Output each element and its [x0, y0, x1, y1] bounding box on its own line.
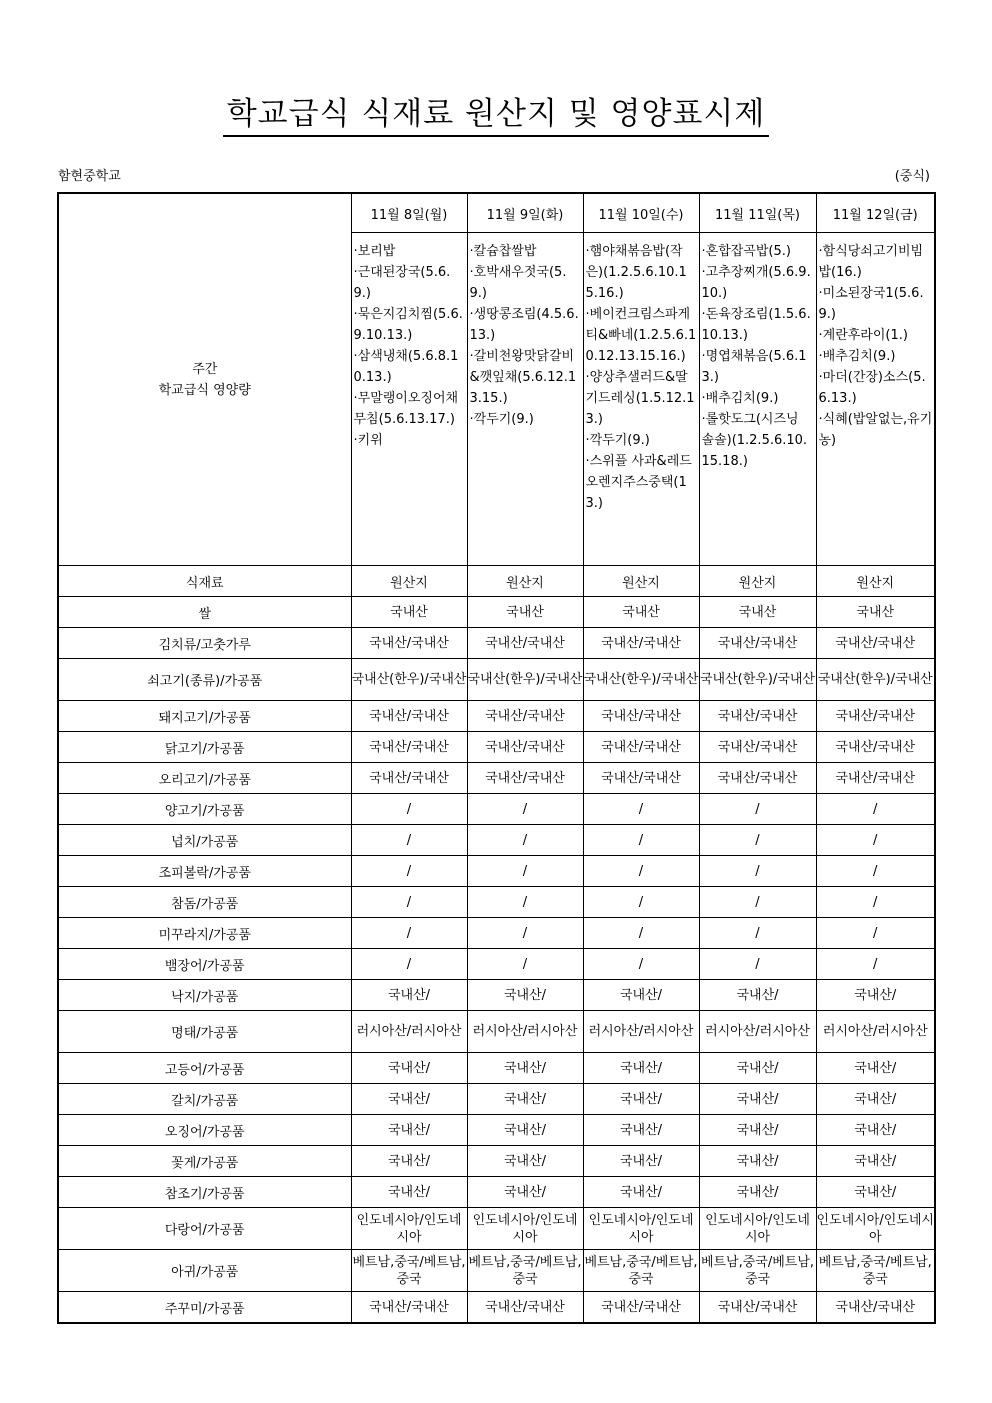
origin-value: /	[467, 949, 583, 980]
origin-value: 인도네시아/인도네시아	[467, 1208, 583, 1250]
origin-value: 국내산/	[583, 980, 699, 1011]
document-title: 학교급식 식재료 원산지 및 영양표시제	[223, 88, 770, 137]
ingredient-name: 참조기/가공품	[58, 1177, 351, 1208]
origin-value: /	[583, 949, 699, 980]
origin-value: 국내산/	[699, 980, 816, 1011]
nutrition-label-line1: 주간	[192, 361, 218, 377]
origin-value: 국내산/국내산	[351, 701, 467, 732]
menu-item: ·키위	[353, 433, 383, 448]
origin-value: /	[467, 918, 583, 949]
origin-value: 국내산(한우)/국내산	[351, 659, 467, 701]
origin-value: /	[467, 887, 583, 918]
origin-value: 국내산/	[467, 1053, 583, 1084]
origin-value: 국내산/국내산	[699, 628, 816, 659]
origin-header-col: 원산지	[351, 566, 467, 597]
origin-header-col: 원산지	[583, 566, 699, 597]
origin-header-col: 원산지	[467, 566, 583, 597]
ingredient-name: 쇠고기(종류)/가공품	[58, 659, 351, 701]
menu-item: ·묵은지김치찜(5.6.9.10.13.)	[353, 307, 463, 343]
day-date: 11월 11일(목)	[699, 193, 816, 233]
ingredient-name: 양고기/가공품	[58, 794, 351, 825]
day-date: 11월 10일(수)	[583, 193, 699, 233]
origin-value: 국내산/	[351, 980, 467, 1011]
origin-value: /	[583, 825, 699, 856]
day-menu	[467, 233, 583, 566]
origin-value: 국내산/국내산	[351, 763, 467, 794]
origin-value: 국내산/	[351, 1177, 467, 1208]
origin-value: 베트남,중국/베트남,중국	[816, 1250, 935, 1292]
menu-item: ·보리밥	[353, 244, 396, 259]
ingredient-name: 다랑어/가공품	[58, 1208, 351, 1250]
origin-value: 국내산/	[816, 1146, 935, 1177]
ingredient-name: 미꾸라지/가공품	[58, 918, 351, 949]
origin-value: 국내산/국내산	[816, 701, 935, 732]
origin-row	[58, 732, 935, 763]
origin-row	[58, 794, 935, 825]
menu-item: ·갈비천왕맛닭갈비&깻잎채(5.6.12.13.15.)	[469, 349, 577, 406]
origin-value: /	[699, 949, 816, 980]
origin-value: 국내산/	[583, 1084, 699, 1115]
origin-value: 국내산/	[816, 1084, 935, 1115]
origin-header-label: 식재료	[58, 566, 351, 597]
origin-row	[58, 887, 935, 918]
menu-item: ·깍두기(9.)	[469, 412, 534, 427]
origin-value: /	[699, 856, 816, 887]
origin-value: /	[351, 887, 467, 918]
ingredient-name: 명태/가공품	[58, 1011, 351, 1053]
ingredient-name: 돼지고기/가공품	[58, 701, 351, 732]
origin-value: 국내산	[351, 597, 467, 628]
origin-value: 인도네시아/인도네시아	[699, 1208, 816, 1250]
origin-value: 국내산/국내산	[467, 628, 583, 659]
ingredient-name: 주꾸미/가공품	[58, 1292, 351, 1324]
origin-value: 국내산/	[467, 1146, 583, 1177]
origin-value: 국내산/	[351, 1115, 467, 1146]
origin-row	[58, 918, 935, 949]
menu-item: ·깍두기(9.)	[585, 433, 650, 448]
origin-row	[58, 1208, 935, 1250]
origin-value: 국내산/국내산	[699, 1292, 816, 1324]
ingredient-name: 김치류/고춧가루	[58, 628, 351, 659]
menu-item: ·무말랭이오징어채무침(5.6.13.17.)	[353, 391, 459, 427]
menu-item: ·명엽채볶음(5.6.13.)	[701, 349, 807, 385]
origin-value: 베트남,중국/베트남,중국	[467, 1250, 583, 1292]
origin-value: 국내산/국내산	[816, 732, 935, 763]
day-menu	[583, 233, 699, 566]
origin-value: 베트남,중국/베트남,중국	[699, 1250, 816, 1292]
origin-value: 국내산/	[467, 980, 583, 1011]
origin-value: 국내산/국내산	[816, 628, 935, 659]
origin-value: 베트남,중국/베트남,중국	[583, 1250, 699, 1292]
meal-type: (중식)	[894, 169, 930, 184]
origin-value: 국내산/국내산	[583, 628, 699, 659]
origin-value: /	[351, 794, 467, 825]
menu-item: ·미소된장국1(5.6.9.)	[818, 286, 924, 322]
origin-value: /	[816, 825, 935, 856]
menu-item: ·베이컨크림스파게티&빠네(1.2.5.6.10.12.13.15.16.)	[585, 307, 697, 364]
menu-item: ·근대된장국(5.6.9.)	[353, 265, 451, 301]
origin-value: 인도네시아/인도네시아	[583, 1208, 699, 1250]
origin-row	[58, 1146, 935, 1177]
origin-value: 국내산/	[583, 1177, 699, 1208]
menu-item: ·칼슘찹쌀밥	[469, 244, 537, 259]
day-date: 11월 8일(월)	[351, 193, 467, 233]
origin-value: 러시아산/러시아산	[816, 1011, 935, 1053]
nutrition-label-cell	[58, 193, 351, 566]
origin-value: 국내산/국내산	[699, 763, 816, 794]
origin-value: 국내산	[816, 597, 935, 628]
menu-item: ·롤핫도그(시즈닝 솔솔)(1.2.5.6.10.15.18.)	[701, 412, 808, 469]
origin-value: /	[351, 825, 467, 856]
ingredient-name: 오징어/가공품	[58, 1115, 351, 1146]
menu-item: ·스위플 사과&레드오렌지주스중택(13.)	[585, 454, 692, 511]
origin-value: /	[699, 825, 816, 856]
menu-item: ·함식당쇠고기비빔밥(16.)	[818, 244, 924, 280]
origin-row	[58, 597, 935, 628]
origin-value: 국내산/	[467, 1115, 583, 1146]
origin-value: 국내산/	[699, 1053, 816, 1084]
ingredient-name: 아귀/가공품	[58, 1250, 351, 1292]
origin-value: 국내산/국내산	[583, 701, 699, 732]
origin-row	[58, 1292, 935, 1324]
origin-value: 국내산/국내산	[583, 763, 699, 794]
ingredient-name: 뱀장어/가공품	[58, 949, 351, 980]
menu-item: ·계란후라이(1.)	[818, 328, 908, 343]
origin-row	[58, 701, 935, 732]
origin-value: 베트남,중국/베트남,중국	[351, 1250, 467, 1292]
origin-row	[58, 1084, 935, 1115]
origin-value: 국내산/국내산	[816, 1292, 935, 1324]
ingredient-name: 참돔/가공품	[58, 887, 351, 918]
ingredient-name: 조피볼락/가공품	[58, 856, 351, 887]
origin-value: /	[351, 856, 467, 887]
origin-value: 국내산/	[699, 1115, 816, 1146]
origin-value: 국내산/	[699, 1084, 816, 1115]
menu-item: ·혼합잡곡밥(5.)	[701, 244, 791, 259]
origin-row	[58, 949, 935, 980]
origin-value: 국내산/	[351, 1053, 467, 1084]
origin-value: 인도네시아/인도네시아	[816, 1208, 935, 1250]
ingredient-name: 닭고기/가공품	[58, 732, 351, 763]
menu-item: ·햄야채볶음밥(작은)(1.2.5.6.10.15.16.)	[585, 244, 687, 301]
school-name: 함현중학교	[58, 169, 121, 184]
origin-row	[58, 659, 935, 701]
origin-value: /	[467, 825, 583, 856]
origin-value: /	[699, 887, 816, 918]
origin-value: 국내산/국내산	[583, 732, 699, 763]
origin-value: 국내산/	[699, 1177, 816, 1208]
origin-value: 국내산/	[583, 1053, 699, 1084]
menu-item: ·생땅콩조림(4.5.6.13.)	[469, 307, 579, 343]
document-title-wrap	[0, 88, 992, 137]
origin-value: /	[816, 949, 935, 980]
origin-value: /	[816, 856, 935, 887]
origin-header-col: 원산지	[699, 566, 816, 597]
origin-value: /	[816, 887, 935, 918]
origin-value: 국내산	[583, 597, 699, 628]
menu-item: ·양상추샐러드&딸기드레싱(1.5.12.13.)	[585, 370, 695, 427]
ingredient-name: 넙치/가공품	[58, 825, 351, 856]
origin-row	[58, 628, 935, 659]
origin-value: 국내산/	[351, 1084, 467, 1115]
origin-value: /	[583, 887, 699, 918]
origin-value: 국내산	[699, 597, 816, 628]
nutrition-label-line2: 학교급식 영양량	[158, 382, 251, 398]
origin-value: 국내산/국내산	[467, 701, 583, 732]
day-date: 11월 12일(금)	[816, 193, 935, 233]
origin-value: 국내산/	[816, 1177, 935, 1208]
origin-value: 국내산/	[351, 1146, 467, 1177]
day-menu	[699, 233, 816, 566]
origin-row	[58, 980, 935, 1011]
origin-value: 국내산/국내산	[467, 1292, 583, 1324]
menu-item: ·마더(간장)소스(5.6.13.)	[818, 370, 926, 406]
origin-value: 국내산(한우)/국내산	[816, 659, 935, 701]
origin-value: 국내산/국내산	[351, 628, 467, 659]
origin-value: /	[816, 918, 935, 949]
ingredient-name: 낙지/가공품	[58, 980, 351, 1011]
origin-row	[58, 1115, 935, 1146]
menu-item: ·고추장찌개(5.6.9.10.)	[701, 265, 811, 301]
origin-value: /	[583, 794, 699, 825]
origin-value: 국내산/	[467, 1177, 583, 1208]
origin-value: /	[351, 949, 467, 980]
origin-value: 국내산/	[816, 980, 935, 1011]
origin-value: 국내산/	[816, 1115, 935, 1146]
origin-value: 국내산(한우)/국내산	[699, 659, 816, 701]
ingredient-name: 꽃게/가공품	[58, 1146, 351, 1177]
day-date: 11월 9일(화)	[467, 193, 583, 233]
origin-value: /	[351, 918, 467, 949]
origin-row	[58, 1011, 935, 1053]
ingredient-name: 오리고기/가공품	[58, 763, 351, 794]
origin-value: 국내산/	[583, 1115, 699, 1146]
origin-row	[58, 1053, 935, 1084]
origin-value: 국내산	[467, 597, 583, 628]
origin-value: 인도네시아/인도네시아	[351, 1208, 467, 1250]
menu-item: ·삼색냉채(5.6.8.10.13.)	[353, 349, 459, 385]
origin-value: /	[467, 856, 583, 887]
ingredient-name: 고등어/가공품	[58, 1053, 351, 1084]
origin-value: /	[583, 856, 699, 887]
origin-value: 국내산/국내산	[351, 732, 467, 763]
origin-value: /	[467, 794, 583, 825]
origin-value: 국내산/	[816, 1053, 935, 1084]
origin-value: /	[699, 918, 816, 949]
origin-value: 국내산/	[467, 1084, 583, 1115]
origin-value: 러시아산/러시아산	[699, 1011, 816, 1053]
origin-value: /	[583, 918, 699, 949]
origin-value: 국내산/국내산	[699, 732, 816, 763]
origin-row	[58, 856, 935, 887]
origin-value: 국내산/국내산	[583, 1292, 699, 1324]
origin-value: 러시아산/러시아산	[583, 1011, 699, 1053]
menu-item: ·돈육장조림(1.5.6.10.13.)	[701, 307, 811, 343]
origin-value: 국내산/	[699, 1146, 816, 1177]
origin-row	[58, 825, 935, 856]
menu-item: ·배추김치(9.)	[701, 391, 779, 406]
origin-row	[58, 763, 935, 794]
origin-value: 국내산(한우)/국내산	[583, 659, 699, 701]
origin-row	[58, 1177, 935, 1208]
origin-header-col: 원산지	[816, 566, 935, 597]
origin-row	[58, 1250, 935, 1292]
origin-value: /	[816, 794, 935, 825]
ingredient-name: 갈치/가공품	[58, 1084, 351, 1115]
origin-value: 국내산/국내산	[467, 732, 583, 763]
day-menu	[351, 233, 467, 566]
menu-item: ·호박새우젓국(5.9.)	[469, 265, 567, 301]
menu-item: ·식혜(밥알없는,유기농)	[818, 412, 933, 448]
origin-value: 러시아산/러시아산	[467, 1011, 583, 1053]
day-menu	[816, 233, 935, 566]
origin-value: 러시아산/러시아산	[351, 1011, 467, 1053]
ingredient-name: 쌀	[58, 597, 351, 628]
origin-value: 국내산/국내산	[351, 1292, 467, 1324]
origin-value: 국내산/국내산	[467, 763, 583, 794]
origin-value: 국내산(한우)/국내산	[467, 659, 583, 701]
menu-item: ·배추김치(9.)	[818, 349, 896, 364]
origin-value: 국내산/국내산	[699, 701, 816, 732]
origin-value: /	[699, 794, 816, 825]
origin-value: 국내산/국내산	[816, 763, 935, 794]
origin-value: 국내산/	[583, 1146, 699, 1177]
menu-origin-table	[57, 192, 936, 1324]
